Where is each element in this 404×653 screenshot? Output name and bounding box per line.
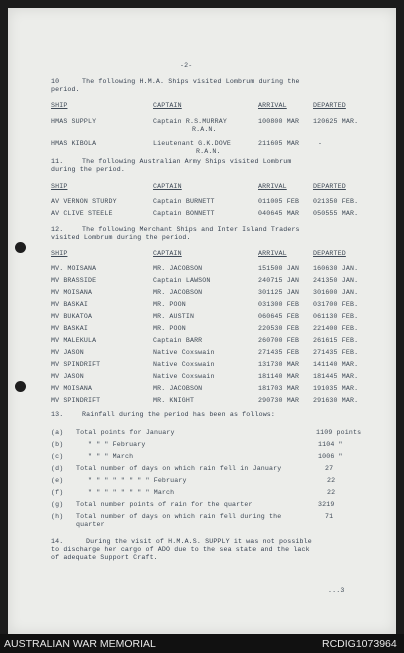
rainfall-label: (a)	[51, 429, 64, 436]
section-12-text: The following Merchant Ships and Inter Island Traders	[82, 226, 300, 233]
rainfall-text: " " " February	[88, 441, 146, 448]
ship-name: MV JASON	[51, 373, 84, 380]
departure-time: 301600 JAN.	[313, 289, 359, 296]
rainfall-value: 71	[325, 513, 334, 520]
arrival-time: 220530 FEB	[258, 325, 300, 332]
archive-footer	[0, 634, 404, 653]
captain-name: Native Coxswain	[153, 373, 215, 380]
captain-name: Captain BURNETT	[153, 198, 215, 205]
rainfall-value: 1006 "	[318, 453, 343, 460]
departure-time: 191035 MAR.	[313, 385, 359, 392]
section-14-number: 14.	[51, 538, 64, 545]
rainfall-text: Total points for January	[76, 429, 175, 436]
section-13-text: Rainfall during the period has been as follows:	[82, 411, 276, 418]
rainfall-value: 3219	[318, 501, 335, 508]
rainfall-label: (h)	[51, 513, 64, 520]
page-number: -2-	[180, 62, 193, 69]
rainfall-text: Total number of days on which rain fell during the	[76, 513, 282, 520]
column-header-arrival: ARRIVAL	[258, 183, 287, 190]
rainfall-value: 22	[327, 477, 336, 484]
departure-time: 120625 MAR.	[313, 118, 359, 125]
ship-name: MV BASKAI	[51, 301, 88, 308]
continuation-marker: ...3	[328, 587, 345, 594]
arrival-time: 240715 JAN	[258, 277, 300, 284]
departure-time: 291630 MAR.	[313, 397, 359, 404]
section-10-text: The following H.M.A. Ships visited Lombrum during the	[82, 78, 300, 85]
section-14-text: to discharge her cargo of ADO due to the sea state and the lack	[51, 546, 310, 553]
section-11-text: The following Australian Army Ships visited Lombrum	[82, 158, 292, 165]
arrival-time: 290730 MAR	[258, 397, 300, 404]
departure-time: 261615 FEB.	[313, 337, 359, 344]
captain-name: Lieutenant G.K.DOVE	[153, 140, 232, 147]
section-10-number: 10	[51, 78, 60, 85]
ship-name: MV BASKAI	[51, 325, 88, 332]
departure-time: 181445 MAR.	[313, 373, 359, 380]
section-12-text: visited Lombrum during the period.	[51, 234, 191, 241]
rainfall-text: " " " " " " " " March	[88, 489, 175, 496]
rainfall-label: (d)	[51, 465, 64, 472]
punch-hole	[15, 242, 26, 253]
arrival-time: 151500 JAN	[258, 265, 300, 272]
captain-name: Native Coxswain	[153, 361, 215, 368]
ship-name: MV. MOISANA	[51, 265, 97, 272]
rainfall-text: Total number points of rain for the quarter	[76, 501, 253, 508]
departure-time: 141140 MAR.	[313, 361, 359, 368]
column-header-captain: CAPTAIN	[153, 250, 182, 257]
captain-name: MR. JACOBSON	[153, 385, 203, 392]
section-14-text: of adequate Support Craft.	[51, 554, 158, 561]
rainfall-label: (b)	[51, 441, 64, 448]
departure-time: 271435 FEB.	[313, 349, 359, 356]
ship-name: MV SPINDRIFT	[51, 361, 101, 368]
column-header-captain: CAPTAIN	[153, 102, 182, 109]
captain-name: MR. KNIGHT	[153, 397, 195, 404]
rainfall-value: 1104 "	[318, 441, 343, 448]
column-header-departed: DEPARTED	[313, 183, 346, 190]
section-14-text: During the visit of H.M.A.S. SUPPLY it was not possible	[86, 538, 312, 545]
arrival-time: 011005 FEB	[258, 198, 300, 205]
column-header-departed: DEPARTED	[313, 250, 346, 257]
captain-name: MR. JACOBSON	[153, 289, 203, 296]
ship-name: MV MOISANA	[51, 289, 93, 296]
ship-name: MV BUKATOA	[51, 313, 93, 320]
departure-time: 031700 FEB.	[313, 301, 359, 308]
ship-name: MV SPINDRIFT	[51, 397, 101, 404]
ship-name: AV VERNON STURDY	[51, 198, 117, 205]
rainfall-value: 27	[325, 465, 334, 472]
departure-time: -	[318, 140, 323, 147]
archive-name: AUSTRALIAN WAR MEMORIAL	[4, 638, 156, 650]
arrival-time: 131730 MAR	[258, 361, 300, 368]
column-header-ship: SHIP	[51, 102, 68, 109]
rainfall-text: " " " March	[88, 453, 134, 460]
arrival-time: 260700 FEB	[258, 337, 300, 344]
departure-time: 050555 MAR.	[313, 210, 359, 217]
captain-name: MR. JACOBSON	[153, 265, 203, 272]
captain-name: Captain BARR	[153, 337, 203, 344]
arrival-time: 040645 MAR	[258, 210, 300, 217]
captain-name: MR. POON	[153, 325, 186, 332]
rainfall-value: 22	[327, 489, 336, 496]
ship-name: HMAS KIBOLA	[51, 140, 97, 147]
ship-name: MV MOISANA	[51, 385, 93, 392]
departure-time: 241350 JAN.	[313, 277, 359, 284]
section-11-number: 11.	[51, 158, 64, 165]
captain-name: R.A.N.	[196, 148, 221, 155]
arrival-time: 031300 FEB	[258, 301, 300, 308]
column-header-arrival: ARRIVAL	[258, 250, 287, 257]
column-header-ship: SHIP	[51, 183, 68, 190]
captain-name: Captain R.S.MURRAY	[153, 118, 227, 125]
captain-name: Captain BONNETT	[153, 210, 215, 217]
departure-time: 160630 JAN.	[313, 265, 359, 272]
captain-name: Native Coxswain	[153, 349, 215, 356]
record-id: RCDIG1073964	[322, 638, 397, 650]
ship-name: MV JASON	[51, 349, 84, 356]
rainfall-text: Total number of days on which rain fell in January	[76, 465, 282, 472]
arrival-time: 271435 FEB	[258, 349, 300, 356]
section-13-number: 13.	[51, 411, 64, 418]
column-header-arrival: ARRIVAL	[258, 102, 287, 109]
captain-name: MR. AUSTIN	[153, 313, 195, 320]
section-11-text: during the period.	[51, 166, 125, 173]
arrival-time: 301125 JAN	[258, 289, 300, 296]
column-header-departed: DEPARTED	[313, 102, 346, 109]
rainfall-label: (f)	[51, 489, 64, 496]
punch-hole	[15, 381, 26, 392]
rainfall-text: quarter	[76, 521, 105, 528]
departure-time: 061130 FEB.	[313, 313, 359, 320]
section-12-number: 12.	[51, 226, 64, 233]
rainfall-label: (g)	[51, 501, 64, 508]
departure-time: 221400 FEB.	[313, 325, 359, 332]
captain-name: R.A.N.	[192, 126, 217, 133]
captain-name: Captain LAWSON	[153, 277, 211, 284]
rainfall-text: " " " " " " " " February	[88, 477, 187, 484]
arrival-time: 211605 MAR	[258, 140, 300, 147]
arrival-time: 181140 MAR	[258, 373, 300, 380]
departure-time: 021350 FEB.	[313, 198, 359, 205]
column-header-ship: SHIP	[51, 250, 68, 257]
ship-name: HMAS SUPPLY	[51, 118, 97, 125]
captain-name: MR. POON	[153, 301, 186, 308]
ship-name: AV CLIVE STEELE	[51, 210, 113, 217]
arrival-time: 181703 MAR	[258, 385, 300, 392]
ship-name: MV MALEKULA	[51, 337, 97, 344]
column-header-captain: CAPTAIN	[153, 183, 182, 190]
ship-name: MV BRASSIDE	[51, 277, 97, 284]
arrival-time: 060645 FEB	[258, 313, 300, 320]
rainfall-label: (c)	[51, 453, 64, 460]
rainfall-value: 1109 points	[316, 429, 362, 436]
rainfall-label: (e)	[51, 477, 64, 484]
arrival-time: 100800 MAR	[258, 118, 300, 125]
section-10-text: period.	[51, 86, 80, 93]
